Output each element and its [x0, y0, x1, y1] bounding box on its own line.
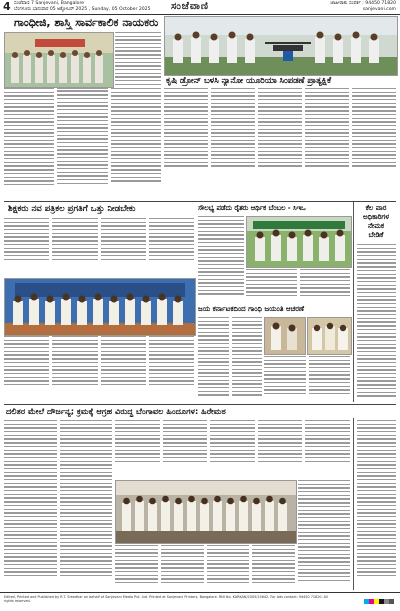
registration-marks: [364, 599, 394, 604]
article-4-body-left: [198, 216, 244, 300]
article-5-photo-1: [264, 317, 306, 355]
article-7-headline: ದಲಿತರ ಮೇಲೆ ದೌರ್ಜನ್ಯ; ಕ್ರಮಕ್ಕೆ ಆಗ್ರಹ ವಿರುದ್ಧ ಬೆಂಗಾವಲ ಹಿಂದೂಗಳ: ಹಿರೇಮಠ: [6, 406, 226, 416]
article-2-photo: [164, 16, 398, 76]
reg-darkgrey: [389, 599, 394, 604]
article-5-photo-2: [307, 317, 352, 355]
article-7-body-far-right: [357, 420, 396, 590]
article-5-body-right: [264, 356, 350, 403]
article-1-photo: [4, 32, 114, 88]
article-4-body-right: [246, 269, 350, 303]
article-7-body-middle: [115, 420, 350, 478]
article-7-body-left: [4, 420, 112, 590]
article-3-headline: ಶಿಕ್ಷಕರು ನವ ಪತ್ರಿಕಲ ಪ್ರಗತಿಗೆ ಒತ್ತು ನೀಡಬೇಕು: [8, 204, 136, 214]
article-5-body-left: [198, 317, 262, 403]
article-4-headline: ಸೌಲಭ್ಯ ಪಡೆದು ರೈತರು ಆರ್ಥಿಕ ಬೆಂಬಲ - ಸಿಇಒ: [198, 204, 306, 212]
article-6-headline: ಕೆಲ ವಾರ ಅಧಿಕಾರಿಗಳ ನೇಮಕ ಬೇಡಿಕೆ: [362, 204, 390, 239]
article-3-body-top: [4, 218, 194, 276]
article-7-photo: [115, 480, 297, 544]
article-2-headline: ಕೃಷಿ ಡ್ರೋನ್ ಬಳಸಿ ನ್ಯಾನೋ ಯೂರಿಯಾ ಸಿಂಪಡಣೆ ಪ್ರಾತ್ಯಕ್ಷಿಕೆ: [166, 75, 332, 85]
article-7-body-bottom: [115, 545, 295, 590]
article-6-body: [357, 244, 396, 404]
masthead: ಸಂಜೆವಾಣಿ: [171, 1, 209, 12]
article-4-photo: [246, 216, 352, 268]
article-2-body: [164, 88, 396, 188]
dateline: ಸಂಜೆವಾಣಿ 7 Sanjevani, Bangalore ಬೆಂಗಳೂರು ಭಾನುವಾರ 05 ಅಕ್ಟೋಬರ್ 2025 , Sunday, 05 October 2025: [14, 1, 151, 12]
imprint-line: Edited, Printed and Published by R.T. Sreedhar on behalf of Sanjevani Media Pvt. Ltd. Printed at Sanjevani Printers, Bangalore. RNI No. KARKAN/2005/15642. For Ads contact: 94450 71820. All rights reserved.: [4, 595, 328, 604]
article-1-body-right: [115, 32, 161, 90]
column-divider-bottom: [353, 418, 354, 590]
article-5-headline: ಜಯ ಕರ್ನಾಟಕದಿಂದ ಗಾಂಧಿ ಜಯಂತಿ ಆಚರಣೆ: [198, 305, 305, 313]
article-7-body-photo-right: [298, 480, 350, 590]
article-3-photo: [4, 278, 196, 336]
column-divider: [353, 202, 354, 402]
section-divider-1: [4, 201, 396, 202]
page-footer: [0, 592, 400, 611]
article-3-body-bottom: [4, 336, 194, 402]
contact-info: ಜಾಹೀರಾತು ಸಂಪರ್ಕ : 94450 71820 sanjevani.com: [330, 1, 396, 12]
section-divider-2: [4, 404, 396, 405]
page-header: [0, 0, 400, 15]
article-1-body: [4, 88, 161, 200]
article-1-headline: ಗಾಂಧೀಜಿ, ಶಾಸ್ತ್ರಿ ಸಾರ್ವಕಾಲಿಕ ನಾಯಕರು: [14, 16, 159, 29]
page-number: 4: [3, 0, 11, 13]
